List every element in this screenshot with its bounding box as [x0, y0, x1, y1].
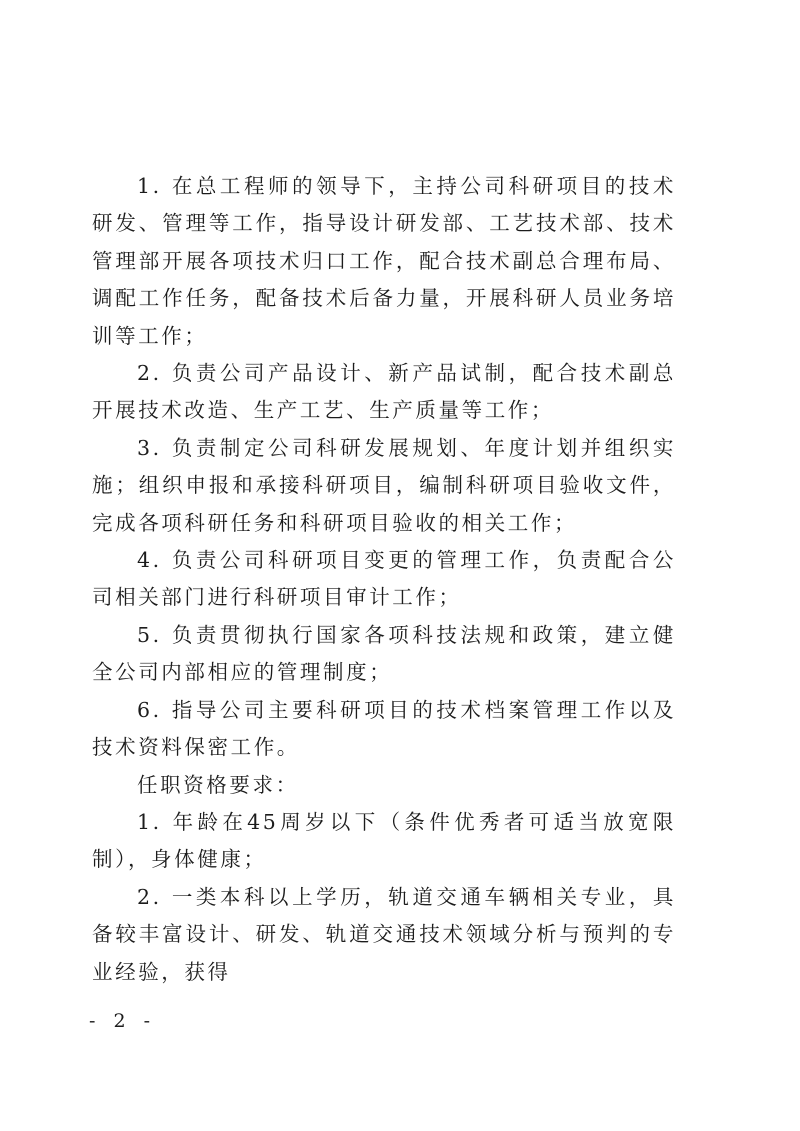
paragraph-duty-6: 6. 指导公司主要科研项目的技术档案管理工作以及技术资料保密工作。 [92, 697, 676, 760]
section-heading-qualifications: 任职资格要求： [137, 772, 299, 797]
paragraph-qualification-1: 1. 年龄在45周岁以下（条件优秀者可适当放宽限制），身体健康； [92, 809, 676, 872]
paragraph-duty-5: 5. 负责贯彻执行国家各项科技法规和政策，建立健全公司内部相应的管理制度； [92, 622, 676, 685]
page-number: - 2 - [89, 1010, 157, 1032]
document-body [92, 168, 676, 991]
paragraph-duty-3: 3. 负责制定公司科研发展规划、年度计划并组织实施；组织申报和承接科研项目，编制科研项目验收文件，完成各项科研任务和科研项目验收的相关工作； [92, 435, 676, 535]
paragraph-duty-1: 1. 在总工程师的领导下，主持公司科研项目的技术研发、管理等工作，指导设计研发部、工艺技术部、技术管理部开展各项技术归口工作，配合技术副总合理布局、调配工作任务，配备技术后备力量，开展科研人员业务培训等工作； [92, 174, 676, 348]
paragraph-qualification-2: 2. 一类本科以上学历，轨道交通车辆相关专业，具备较丰富设计、研发、轨道交通技术领域分析与预判的专业经验，获得 [92, 884, 676, 984]
paragraph-duty-2: 2. 负责公司产品设计、新产品试制，配合技术副总开展技术改造、生产工艺、生产质量等工作； [92, 361, 676, 423]
paragraph-duty-4: 4. 负责公司科研项目变更的管理工作，负责配合公司相关部门进行科研项目审计工作； [92, 548, 676, 610]
